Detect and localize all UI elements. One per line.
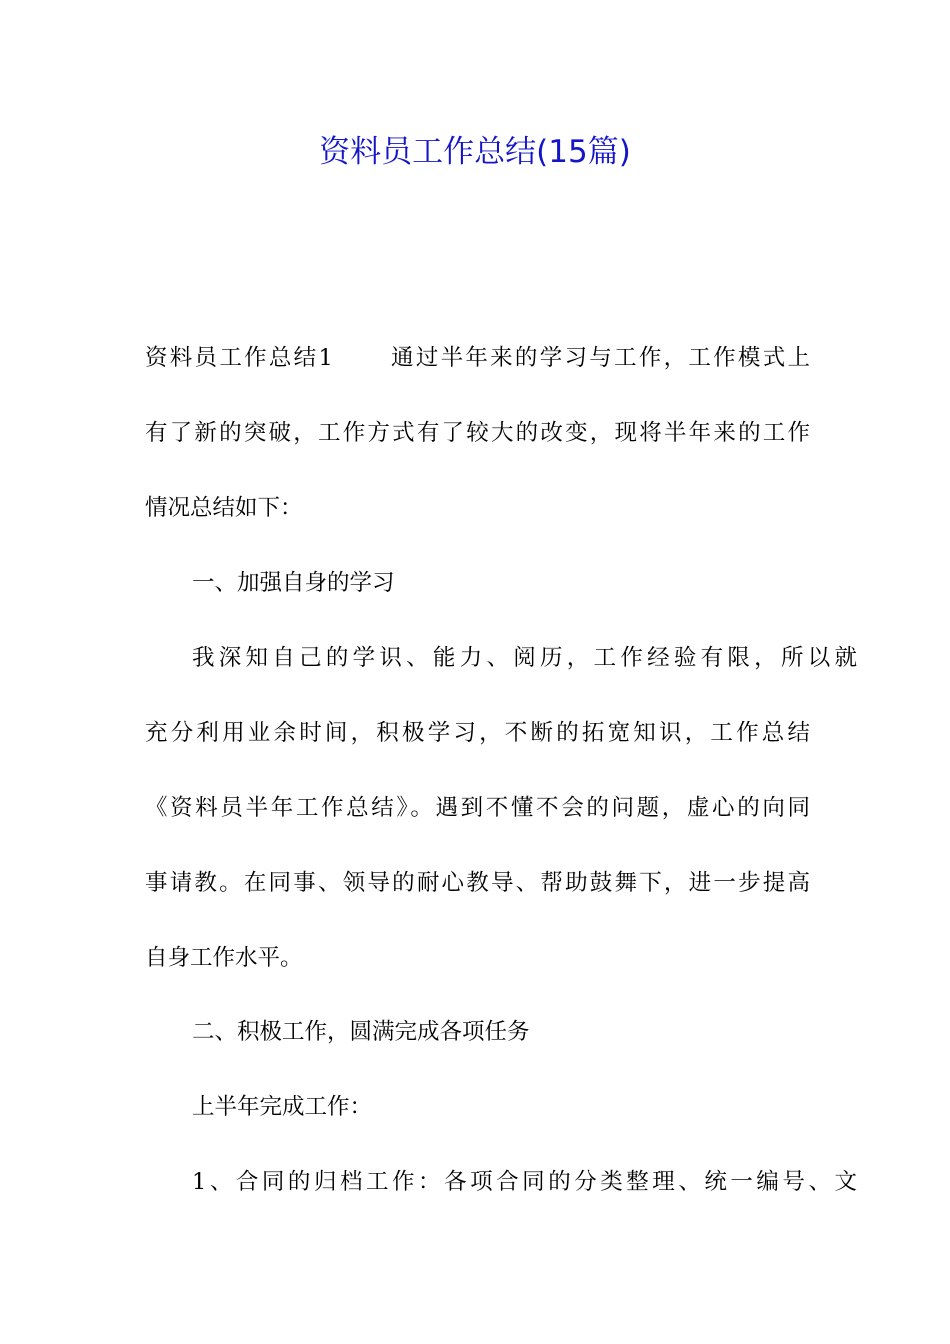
paragraph-text: 通过半年来的学习与工作，工作模式上 <box>388 345 810 371</box>
paragraph-line <box>145 338 810 378</box>
paragraph-line: 事请教。在同事、领导的耐心教导、帮助鼓舞下，进一步提高 <box>145 870 810 896</box>
subheading-learning: 一、加强自身的学习 <box>192 570 395 596</box>
document-title: 资料员工作总结(15篇) <box>319 134 631 170</box>
paragraph-line: 《资料员半年工作总结》。遇到不懂不会的问题，虚心的向同 <box>145 795 810 821</box>
paragraph-line: 自身工作水平。 <box>145 945 303 971</box>
paragraph-line: 1、合同的归档工作：各项合同的分类整理、统一编号、文 <box>192 1169 857 1195</box>
section-heading: 资料员工作总结1 <box>145 345 333 371</box>
paragraph-line: 充分利用业余时间，积极学习，不断的拓宽知识，工作总结 <box>145 720 810 746</box>
paragraph-line: 我深知自己的学识、能力、阅历，工作经验有限，所以就 <box>192 645 857 671</box>
subheading-work: 二、积极工作，圆满完成各项任务 <box>192 1019 530 1045</box>
paragraph-line: 上半年完成工作： <box>192 1094 373 1120</box>
paragraph-line: 有了新的突破，工作方式有了较大的改变，现将半年来的工作 <box>145 420 810 446</box>
paragraph-line: 情况总结如下： <box>145 495 303 521</box>
